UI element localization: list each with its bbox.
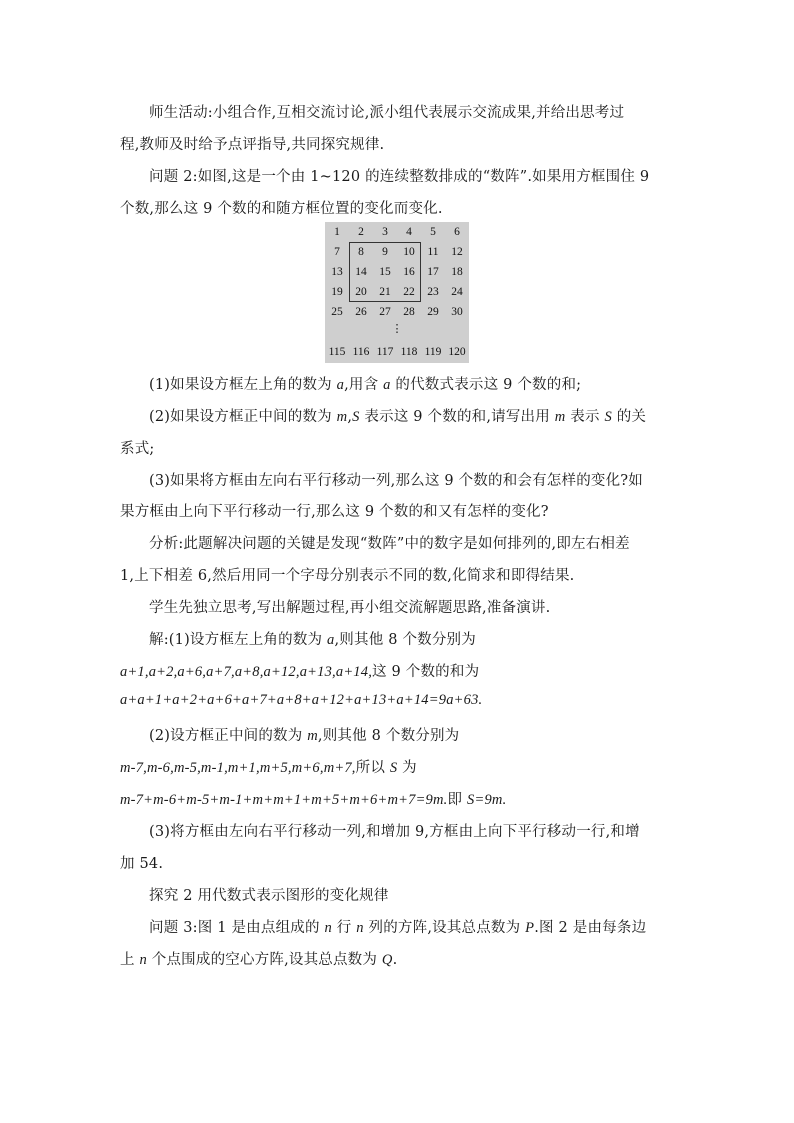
sub-question-2-cont: 系式; <box>120 441 155 457</box>
sub-question-2: (2)如果设方框正中间的数为 m,S 表示这 9 个数的和,请写出用 m 表示 S 的关 <box>149 409 647 425</box>
grid-cell: 27 <box>379 306 391 318</box>
sub-question-3-cont: 果方框由上向下平行移动一行,那么这 9 个数的和又有怎样的变化? <box>120 504 549 520</box>
solution-3-cont: 加 54. <box>120 856 164 872</box>
exploration-2-heading: 探究 2 用代数式表示图形的变化规律 <box>149 888 389 904</box>
grid-cell: 16 <box>403 266 415 278</box>
sub-question-1: (1)如果设方框左上角的数为 a,用含 a 的代数式表示这 9 个数的和; <box>149 377 582 393</box>
para-activity-cont: 程,教师及时给予点评指导,共同探究规律. <box>120 137 385 153</box>
grid-cell: 2 <box>358 226 364 238</box>
grid-cell: 14 <box>355 266 367 278</box>
grid-cell: 115 <box>328 346 346 358</box>
number-array-figure <box>325 222 469 363</box>
grid-cell: 10 <box>403 246 415 258</box>
student-activity: 学生先独立思考,写出解题过程,再小组交流解题思路,准备演讲. <box>149 600 551 616</box>
grid-cell: 9 <box>382 246 388 258</box>
grid-cell: 118 <box>400 346 418 358</box>
grid-cell: 116 <box>352 346 370 358</box>
grid-cell: 6 <box>454 226 460 238</box>
grid-cell: 26 <box>355 306 367 318</box>
question-2: 问题 2:如图,这是一个由 1~120 的连续整数排成的“数阵”.如果用方框围住 9 <box>149 169 650 185</box>
question-3: 问题 3:图 1 是由点组成的 n 行 n 列的方阵,设其总点数为 P.图 2 是由每条边 <box>149 920 647 936</box>
grid-cell: 30 <box>451 306 463 318</box>
nine-number-frame <box>349 242 421 302</box>
solution-1-list: a+1,a+2,a+6,a+7,a+8,a+12,a+13,a+14,这 9 个数的和为 <box>120 664 480 680</box>
grid-cell: 120 <box>448 346 466 358</box>
solution-1-sum: a+a+1+a+2+a+6+a+7+a+8+a+12+a+13+a+14=9a+63. <box>120 692 483 708</box>
grid-cell: 119 <box>424 346 442 358</box>
vertical-ellipsis: ⋮ <box>391 322 403 335</box>
grid-cell: 22 <box>403 286 415 298</box>
solution-1: 解:(1)设方框左上角的数为 a,则其他 8 个数分别为 <box>149 632 476 648</box>
para-activity: 师生活动:小组合作,互相交流讨论,派小组代表展示交流成果,并给出思考过 <box>149 105 625 121</box>
grid-cell: 24 <box>451 286 463 298</box>
solution-2-list: m-7,m-6,m-5,m-1,m+1,m+5,m+6,m+7,所以 S 为 <box>120 760 417 776</box>
grid-cell: 11 <box>427 246 439 258</box>
grid-cell: 17 <box>427 266 439 278</box>
solution-2: (2)设方框正中间的数为 m,则其他 8 个数分别为 <box>149 728 460 744</box>
analysis: 分析:此题解决问题的关键是发现“数阵”中的数字是如何排列的,即左右相差 <box>149 536 630 552</box>
grid-cell: 3 <box>382 226 388 238</box>
solution-2-sum: m-7+m-6+m-5+m-1+m+m+1+m+5+m+6+m+7=9m.即 S=9m. <box>120 792 507 808</box>
grid-cell: 23 <box>427 286 439 298</box>
grid-cell: 21 <box>379 286 391 298</box>
grid-cell: 7 <box>334 246 340 258</box>
question-3-cont: 上 n 个点围成的空心方阵,设其总点数为 Q. <box>120 952 398 968</box>
grid-cell: 29 <box>427 306 439 318</box>
grid-cell: 13 <box>331 266 343 278</box>
grid-cell: 1 <box>334 226 340 238</box>
sub-question-3: (3)如果将方框由左向右平行移动一列,那么这 9 个数的和会有怎样的变化?如 <box>149 473 643 489</box>
grid-cell: 19 <box>331 286 343 298</box>
analysis-cont: 1,上下相差 6,然后用同一个字母分别表示不同的数,化简求和即得结果. <box>120 568 575 584</box>
solution-3: (3)将方框由左向右平行移动一列,和增加 9,方框由上向下平行移动一行,和增 <box>149 824 640 840</box>
grid-cell: 8 <box>358 246 364 258</box>
grid-cell: 15 <box>379 266 391 278</box>
grid-cell: 18 <box>451 266 463 278</box>
question-2-cont: 个数,那么这 9 个数的和随方框位置的变化而变化. <box>120 201 443 217</box>
grid-cell: 4 <box>406 226 412 238</box>
grid-cell: 117 <box>376 346 394 358</box>
grid-cell: 28 <box>403 306 415 318</box>
grid-cell: 25 <box>331 306 343 318</box>
grid-cell: 5 <box>430 226 436 238</box>
grid-cell: 12 <box>451 246 463 258</box>
grid-cell: 20 <box>355 286 367 298</box>
